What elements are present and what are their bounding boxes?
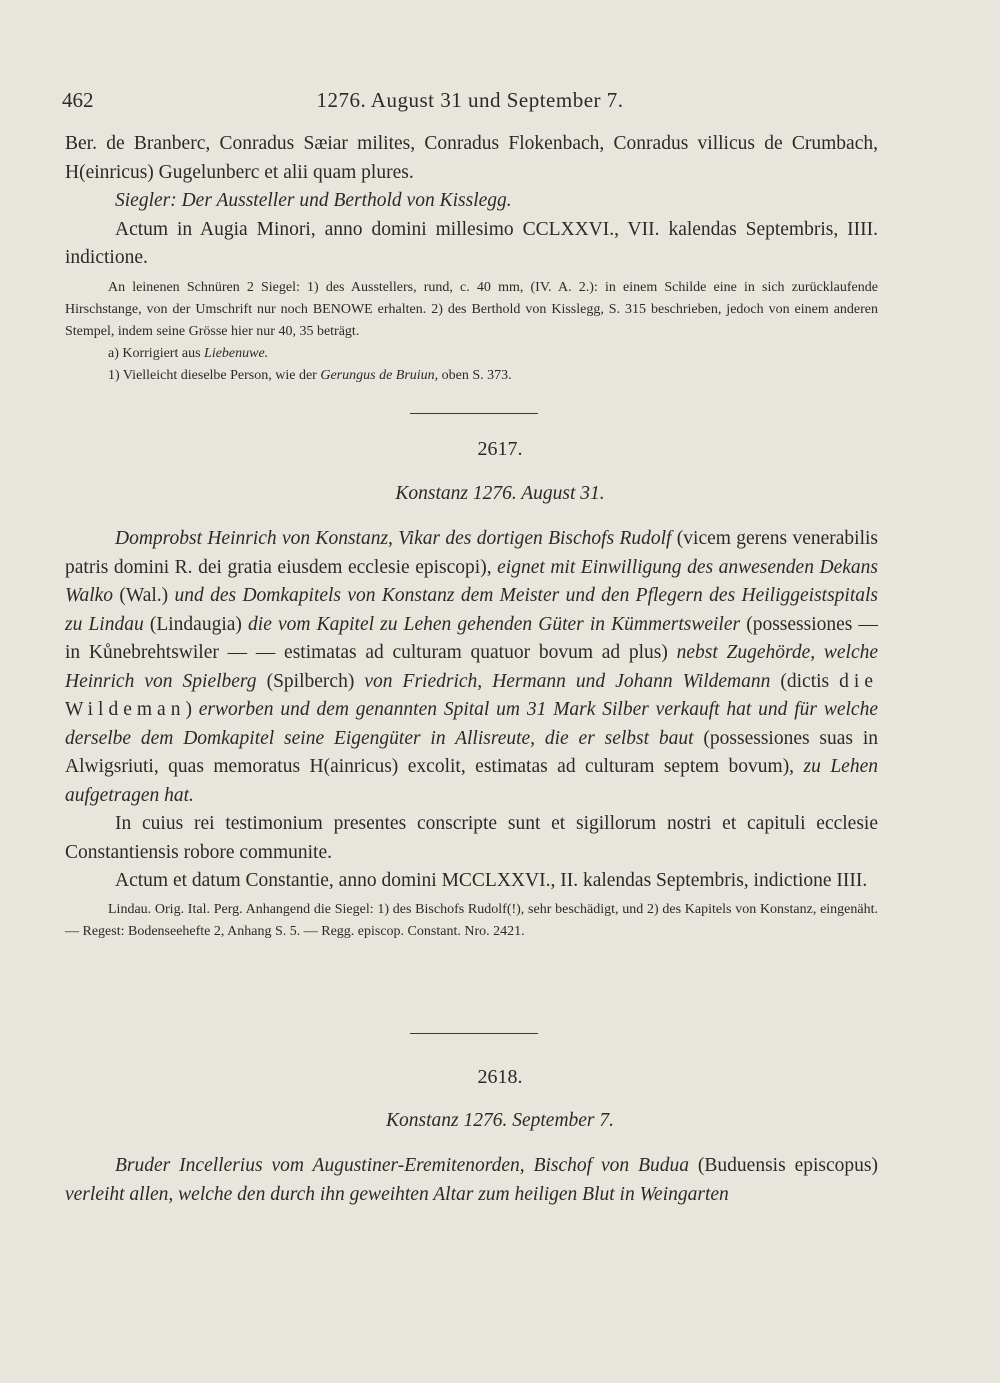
siegler-text: Siegler: Der Aussteller und Berthold von Kisslegg. [115, 190, 512, 211]
regest-2618: Bruder Incellerius vom Augustiner-Eremitenorden, Bischof von Budua (Buduensis episcopus) verleiht allen, welche den durch ihn geweihten Altar zum heiligen Blut in Weingarten [65, 1155, 878, 1205]
section-divider [410, 413, 538, 414]
seal-note: An leinenen Schnüren 2 Siegel: 1) des Ausstellers, rund, c. 40 mm, (IV. A. 2.): in einem Schilde eine in sich zurücklaufende Hirschstange, von der Umschrift nur noch BENOWE erhalten. 2) des Berthold von Kisslegg, S. 315 beschrieben, jedoch von einem anderen Stempel, indem seine Grösse hier nur 40, 35 beträgt. [65, 279, 878, 339]
previous-document [65, 130, 878, 387]
doc-number-2617: 2617. [477, 438, 523, 460]
doc-place-date-2618: Konstanz 1276. September 7. [385, 1110, 615, 1131]
siegler-line [65, 187, 878, 216]
document-2618 [65, 1152, 878, 1209]
doc-number-2618: 2618. [477, 1066, 523, 1088]
footnote-a: a) Korrigiert aus Liebenuwe. [108, 345, 269, 361]
page-number: 462 [62, 88, 94, 112]
footnote-1: 1) Vielleicht dieselbe Person, wie der Gerungus de Bruiun, oben S. 373. [108, 367, 512, 383]
actum-2617: Actum et datum Constantie, anno domini MCCLXXVI., II. kalendas Septembris, indictione IIII. [115, 870, 868, 891]
section-divider [410, 1033, 538, 1034]
page-header [62, 88, 878, 116]
regest-2617: Domprobst Heinrich von Konstanz, Vikar des dortigen Bischofs Rudolf (vicem gerens venerabilis patris domini R. dei gratia eiusdem ecclesie episcopi), eignet mit Einwilligung des anwesenden Dekans Walko (Wal.) und des Domkapitels von Konstanz dem Meister und den Pflegern des Heiliggeistspitals zu Lindau (Lindaugia) die vom Kapitel zu Lehen gehenden Güter in Kümmertsweiler (possessiones — in Kůnebrehtswiler — — estimatas ad culturam quatuor bovum ad plus) nebst Zugehörde, welche Heinrich von Spielberg (Spilberch) von Friedrich, Hermann und Johann Wildemann (dictis die Wildeman) erworben und dem genannten Spital um 31 Mark Silber verkauft hat und für welche derselbe dem Domkapitel seine Eigengüter in Allisreute, die er selbst baut (possessiones suas in Alwigsriuti, quas memoratus H(ainricus) excolit, estimatas ad culturam septem bovum), zu Lehen aufgetragen hat. [65, 528, 879, 806]
document-2617 [65, 525, 878, 943]
running-head: 1276. August 31 und September 7. [316, 88, 624, 112]
archive-note-2617: Lindau. Orig. Ital. Perg. Anhangend die Siegel: 1) des Bischofs Rudolf(!), sehr beschädigt, und 2) des Kapitels von Konstanz, eingenäht. — Regest: Bodenseehefte 2, Anhang S. 5. — Regg. episcop. Constant. Nro. 2421. [65, 901, 878, 939]
actum-line: Actum in Augia Minori, anno domini millesimo CCLXXVI., VII. kalendas Septembris, IIII. indictione. [65, 218, 878, 268]
witness-list: Ber. de Branberc, Conradus Sæiar milites, Conradus Flokenbach, Conradus villicus de Crumbach, H(einricus) Gugelunberc et alii quam plures. [65, 133, 878, 183]
doc-place-date-2617: Konstanz 1276. August 31. [395, 483, 605, 504]
corroboratio-2617: In cuius rei testimonium presentes conscripte sunt et sigillorum nostri et capituli ecclesie Constantiensis robore communite. [65, 813, 878, 863]
